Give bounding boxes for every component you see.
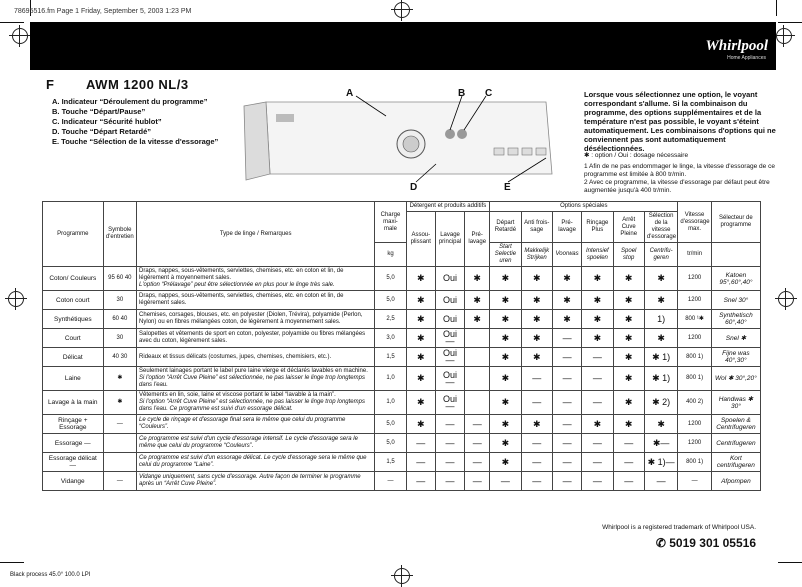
cell-option: ✱ <box>582 415 613 434</box>
cell-selecteur: Fijne was 40°,30° <box>711 348 760 367</box>
crop-mark <box>778 562 802 563</box>
part-number-text: 5019 301 05516 <box>669 536 756 550</box>
legend-item: D. Touche “Départ Retardé” <box>52 127 152 136</box>
cell-charge: 1,0 <box>375 391 406 415</box>
description-remark: L'option “Prélavage” peut être sélectionnée en plus pour le linge très sale. <box>139 282 335 288</box>
cell-vitesse: 400 2) <box>678 391 711 415</box>
col-header-symbole: Symbole d'entretien <box>103 202 136 267</box>
cell-option: ✱ <box>521 267 552 291</box>
cell-vitesse: 1200 <box>678 415 711 434</box>
callout-b: B <box>458 88 466 99</box>
description-remark: Si l'option “Arrêt Cuve Pleine” est sélectionnée, ne pas laisser le linge trop longtemps dans l'eau. <box>139 375 365 388</box>
cell-option: — <box>521 367 552 391</box>
cell-option: 1) <box>644 310 677 329</box>
cell-charge: 1,5 <box>375 453 406 472</box>
legend-item: C. Indicateur “Sécurité hublot” <box>52 117 162 126</box>
cell-option: — <box>552 348 581 367</box>
cell-option: ✱ <box>490 434 521 453</box>
cell-vitesse: 1200 <box>678 291 711 310</box>
registration-mark <box>8 291 24 307</box>
col-header-vitesse: Vitesse d'essorage max. <box>678 202 711 243</box>
part-number <box>656 536 756 550</box>
col-subheader: Intensief spoelen <box>582 243 613 267</box>
cell-programme: Lavage à la main <box>43 391 104 415</box>
crop-mark <box>0 22 24 23</box>
cell-symbol: 60 40 <box>103 310 136 329</box>
cell-option <box>465 367 490 391</box>
cell-option: ✱ 2) <box>644 391 677 415</box>
cell-programme: Essorage délicat — <box>43 453 104 472</box>
cell-symbol: 40 30 <box>103 348 136 367</box>
cell-option: — <box>465 453 490 472</box>
note-1: 1 Afin de ne pas endommager le linge, la vitesse d'essorage de ce programme est limitée à 800 tr/min. <box>584 163 775 178</box>
description-text: Draps, nappes, sous-vêtements, serviettes, chemises, etc. en coton et lin, de légèrement à moyennement sales. <box>139 268 344 281</box>
cell-option <box>465 391 490 415</box>
cell-option: ✱ <box>582 310 613 329</box>
description-text: Draps, nappes, sous-vêtements, serviettes, chemises, etc. en coton et lin, de légèrement sales. <box>139 293 344 306</box>
col-header-opt: Anti frois-sage <box>521 212 552 243</box>
cell-vitesse: 1200 <box>678 329 711 348</box>
cell-option: ✱— <box>644 434 677 453</box>
cell-symbol: 30 <box>103 291 136 310</box>
cell-option: — <box>613 453 644 472</box>
cell-vitesse: 800 1) <box>678 367 711 391</box>
cell-option: ✱ <box>406 291 435 310</box>
cell-option: — <box>582 453 613 472</box>
cell-programme: Court <box>43 329 104 348</box>
cell-symbol <box>103 434 136 453</box>
cell-option: ✱ <box>465 267 490 291</box>
cell-charge: 5,0 <box>375 415 406 434</box>
cell-option: ✱ <box>613 267 644 291</box>
col-header-programme: Programme <box>43 202 104 267</box>
cell-charge: 2,5 <box>375 310 406 329</box>
cell-option: ✱ <box>521 291 552 310</box>
cell-option: ✱ <box>406 329 435 348</box>
description-text: Vêtements en lin, soie, laine et viscose portant le label “lavable à la main”. <box>139 392 336 398</box>
col-header-opt: Sélection de la vitesse d'essorage <box>644 212 677 243</box>
description-text: Seulement lainages portant le label pure laine vierge et déclarés lavables en machine. <box>139 368 368 374</box>
cell-selecteur: Wol ✱ 30°,20° <box>711 367 760 391</box>
cell-option: — <box>613 434 644 453</box>
cell-programme: Vidange <box>43 472 104 491</box>
cell-symbol: 30 <box>103 329 136 348</box>
col-header-opt: Arrêt Cuve Pleine <box>613 212 644 243</box>
col-header-opt: Pré-lavage <box>552 212 581 243</box>
description-remark: Vidange uniquement, sans cycle d'essorage. Autre façon de terminer le programme après un “Arrêt Cuve Pleine”. <box>139 474 361 487</box>
cell-option: ✱ <box>613 348 644 367</box>
cell-option: ✱ 1) <box>644 348 677 367</box>
cell-option: — <box>406 453 435 472</box>
cell-programme: Synthétiques <box>43 310 104 329</box>
description-remark: Ce programme est suivi d'un cycle d'essorage intensif. Le cycle d'essorage sera le même que celui du programme “Couleurs”. <box>139 436 358 449</box>
registration-mark <box>394 2 410 18</box>
cell-selecteur: Centrifugeren <box>711 434 760 453</box>
crop-mark <box>0 562 24 563</box>
cell-option: ✱ <box>644 415 677 434</box>
cell-description <box>137 415 375 434</box>
col-subheader: Makkelijk Strijken <box>521 243 552 267</box>
col-header-det: Pré-lavage <box>465 212 490 267</box>
cell-description <box>137 472 375 491</box>
cell-option: ✱ <box>490 291 521 310</box>
crop-mark <box>776 0 777 16</box>
notes-text: Lorsque vous sélectionnez une option, le voyant correspondant s'allume. Si la combinaison du programme, des options supplémentaires et de la température n'est pas possible, le voyant s'éteint automatiquement. Les combinaisons d'options qui ne conviennent pas sont automatiquement désélectionnées. <box>584 90 776 153</box>
cell-option: ✱ <box>582 267 613 291</box>
cell-selecteur: Snel ✱ <box>711 329 760 348</box>
cell-option: ✱ <box>490 391 521 415</box>
table-row <box>43 267 761 291</box>
brand-subtitle: Home Appliances <box>727 55 766 61</box>
cell-option: — <box>582 472 613 491</box>
cell-option: — <box>582 391 613 415</box>
cell-symbol: ✱ <box>103 367 136 391</box>
registration-mark <box>12 28 28 44</box>
cell-charge: 1,0 <box>375 367 406 391</box>
cell-option: — <box>406 434 435 453</box>
registration-mark <box>776 28 792 44</box>
cell-option: — <box>435 453 464 472</box>
cell-description <box>137 267 375 291</box>
cell-symbol <box>103 453 136 472</box>
cell-vitesse: 1200 <box>678 434 711 453</box>
trademark-note: Whirlpool is a registered trademark of Whirlpool USA. <box>602 524 756 531</box>
table-row <box>43 415 761 434</box>
cell-programme: Essorage — <box>43 434 104 453</box>
cell-option: Oui <box>435 310 464 329</box>
cell-symbol: — <box>103 472 136 491</box>
cell-option: — <box>435 415 464 434</box>
cell-option: Oui — <box>435 367 464 391</box>
notes-footnotes <box>584 152 784 195</box>
model-title: AWM 1200 NL/3 <box>86 77 189 92</box>
cell-description <box>137 367 375 391</box>
cell-vitesse: 1200 <box>678 267 711 291</box>
description-remark: Le cycle de rinçage et d'essorage final sera le même que celui du programme “Couleurs”. <box>139 417 346 430</box>
cell-option: ✱ <box>613 310 644 329</box>
cell-option: ✱ <box>613 391 644 415</box>
cell-symbol: 95 60 40 <box>103 267 136 291</box>
registration-mark <box>778 291 794 307</box>
cell-option: ✱ <box>465 310 490 329</box>
cell-option: ✱ <box>490 453 521 472</box>
col-subheader: Voorwas <box>552 243 581 267</box>
cell-option: — <box>644 472 677 491</box>
cell-description <box>137 291 375 310</box>
cell-option: — <box>582 434 613 453</box>
cell-option: — <box>552 329 581 348</box>
col-header-detergent: Détergent et produits additifs <box>406 202 490 212</box>
print-header: 78695516.fm Page 1 Friday, September 5, 2003 1:23 PM <box>14 8 192 15</box>
cell-option: ✱ 1)— <box>644 453 677 472</box>
cell-programme: Délicat <box>43 348 104 367</box>
program-table <box>42 201 761 491</box>
note-key: ✱ : option / Oui : dosage nécessaire <box>584 152 689 159</box>
cell-programme: Laine <box>43 367 104 391</box>
legend-item: E. Touche “Sélection de la vitesse d'essorage” <box>52 137 219 146</box>
description-text: Salopettes et vêtements de sport en coton, polyester, polyamide ou fibres mélangées avec du coton, légèrement sales. <box>139 331 366 344</box>
cell-option: ✱ <box>613 367 644 391</box>
cell-option: ✱ <box>582 291 613 310</box>
cell-option: — <box>582 348 613 367</box>
col-subheader: Start Selectie uren <box>490 243 521 267</box>
cell-option: — <box>465 434 490 453</box>
cell-description <box>137 348 375 367</box>
registration-mark <box>394 568 410 584</box>
table-row <box>43 367 761 391</box>
print-footer: Black process 45.0° 100.0 LPI <box>10 572 91 578</box>
cell-programme: Coton/ Couleurs <box>43 267 104 291</box>
cell-option: ✱ <box>552 310 581 329</box>
cell-option: — <box>552 453 581 472</box>
col-header-kg: kg <box>375 243 406 267</box>
callout-a: A <box>346 88 354 99</box>
cell-option: ✱ <box>613 291 644 310</box>
cell-option: ✱ <box>406 391 435 415</box>
cell-option: ✱ <box>644 329 677 348</box>
cell-option: — <box>582 367 613 391</box>
cell-option: — <box>465 472 490 491</box>
cell-charge: 5,0 <box>375 434 406 453</box>
cell-vitesse: 800 ¹✱ <box>678 310 711 329</box>
description-text: Rideaux et tissus délicats (costumes, jupes, chemises, chemisiers, etc.). <box>139 353 332 360</box>
cell-option: — <box>613 472 644 491</box>
cell-option: ✱ <box>490 310 521 329</box>
cell-charge: 3,0 <box>375 329 406 348</box>
cell-option: — <box>521 391 552 415</box>
col-subheader: Spoel stop <box>613 243 644 267</box>
cell-option: — <box>552 391 581 415</box>
control-panel-drawing <box>236 92 558 184</box>
table-header-row <box>43 202 761 212</box>
cell-option: — <box>435 434 464 453</box>
cell-option: ✱ <box>644 291 677 310</box>
cell-option: — <box>435 472 464 491</box>
cell-option: — <box>490 472 521 491</box>
col-header-det: Lavage principal <box>435 212 464 267</box>
cell-option: — <box>552 415 581 434</box>
cell-selecteur: Snel 30° <box>711 291 760 310</box>
cell-option: ✱ <box>552 291 581 310</box>
cell-charge: 5,0 <box>375 267 406 291</box>
cell-option: ✱ <box>644 267 677 291</box>
cell-option: Oui — <box>435 348 464 367</box>
cell-selecteur: Kort centrifugeren <box>711 453 760 472</box>
callout-c: C <box>485 88 493 99</box>
cell-option: — <box>521 453 552 472</box>
language-code: F <box>46 77 54 92</box>
cell-option: ✱ <box>490 267 521 291</box>
cell-option: — <box>521 434 552 453</box>
header-band <box>30 22 776 70</box>
program-table-body <box>43 267 761 491</box>
cell-selecteur: Afpompen <box>711 472 760 491</box>
cell-option: ✱ <box>406 348 435 367</box>
col-subheader: Centrifu-geren <box>644 243 677 267</box>
cell-option: — <box>552 472 581 491</box>
cell-option: ✱ <box>465 291 490 310</box>
cell-vitesse: 800 1) <box>678 453 711 472</box>
cell-option: ✱ <box>613 415 644 434</box>
legend-item: B. Touche “Départ/Pause” <box>52 107 146 116</box>
table-row <box>43 291 761 310</box>
cell-option: ✱ <box>406 267 435 291</box>
cell-option: Oui <box>435 267 464 291</box>
cell-option: ✱ <box>406 310 435 329</box>
cell-option: — <box>465 415 490 434</box>
cell-selecteur: Katoen 95°,60°,40° <box>711 267 760 291</box>
cell-option <box>465 329 490 348</box>
col-header-charge: Charge maxi-male <box>375 202 406 243</box>
cell-charge: 5,0 <box>375 291 406 310</box>
table-row <box>43 391 761 415</box>
cell-option: ✱ <box>490 415 521 434</box>
table-row <box>43 434 761 453</box>
cell-selecteur: Handwas ✱ 30° <box>711 391 760 415</box>
cell-option: — <box>552 434 581 453</box>
col-header-selecteur: Sélecteur de programme <box>711 202 760 243</box>
cell-symbol: — <box>103 415 136 434</box>
col-header-trmin: tr/min <box>678 243 711 267</box>
cell-programme: Rinçage + Essorage <box>43 415 104 434</box>
cell-option: Oui — <box>435 391 464 415</box>
col-header-type: Type de linge / Remarques <box>137 202 375 267</box>
cell-description <box>137 453 375 472</box>
cell-option: ✱ <box>521 415 552 434</box>
callout-e: E <box>504 182 511 193</box>
col-header-options: Options spéciales <box>490 202 678 212</box>
col-header-opt: Départ Retardé <box>490 212 521 243</box>
crop-mark <box>778 22 802 23</box>
table-row <box>43 329 761 348</box>
cell-option: ✱ <box>490 329 521 348</box>
cell-option: ✱ <box>613 329 644 348</box>
cell-selecteur: Synthetisch 60°,40° <box>711 310 760 329</box>
cell-vitesse: 800 1) <box>678 348 711 367</box>
description-remark: Si l'option “Arrêt Cuve Pleine” est sélectionnée, ne pas laisser le linge trop longtemps dans l'eau. Ce programme est suivi d'un essorage délicat. <box>139 399 365 412</box>
cell-option: — <box>521 472 552 491</box>
table-row <box>43 310 761 329</box>
cell-option: Oui — <box>435 329 464 348</box>
description-remark: Ce programme est suivi d'un essorage délicat. Le cycle d'essorage sera le même que celui du programme “Laine”. <box>139 455 367 468</box>
control-panel-illustration <box>236 88 558 193</box>
legend-item: A. Indicateur “Déroulement du programme” <box>52 97 208 106</box>
table-row <box>43 453 761 472</box>
cell-option: ✱ <box>490 348 521 367</box>
cell-option: ✱ <box>582 329 613 348</box>
cell-programme: Coton court <box>43 291 104 310</box>
cell-description <box>137 391 375 415</box>
description-text: Chemises, corsages, blouses, etc. en polyester (Diolen, Trévira), polyamide (Perlon, Nylon) ou en fibres mélangées coton, de légèrement à moyennement sales. <box>139 312 363 325</box>
col-header-empty <box>711 243 760 267</box>
cell-option: Oui <box>435 291 464 310</box>
col-header-opt: Rinçage Plus <box>582 212 613 243</box>
cell-option <box>465 348 490 367</box>
brand-logo: Whirlpool <box>705 38 768 54</box>
cell-option: — <box>406 472 435 491</box>
col-header-det: Assou-plissant <box>406 212 435 267</box>
cell-description <box>137 329 375 348</box>
cell-description <box>137 434 375 453</box>
cell-charge: 1,5 <box>375 348 406 367</box>
cell-option: ✱ <box>521 329 552 348</box>
table-row <box>43 472 761 491</box>
callout-d: D <box>410 182 418 193</box>
table-row <box>43 348 761 367</box>
cell-option: ✱ <box>406 367 435 391</box>
note-2: 2 Avec ce programme, la vitesse d'essorage par défaut peut être augmentée jusqu'à 400 tr/min. <box>584 179 770 194</box>
cell-option: ✱ <box>521 348 552 367</box>
cell-option: — <box>552 367 581 391</box>
cell-description <box>137 310 375 329</box>
phone-icon: ✆ <box>655 536 666 550</box>
cell-option: ✱ <box>552 267 581 291</box>
cell-selecteur: Spoelen & Centrifugeren <box>711 415 760 434</box>
cell-vitesse: — <box>678 472 711 491</box>
cell-option: ✱ <box>490 367 521 391</box>
cell-charge: — <box>375 472 406 491</box>
cell-symbol: ✱ <box>103 391 136 415</box>
cell-option: ✱ <box>406 415 435 434</box>
cell-option: ✱ <box>521 310 552 329</box>
cell-option: ✱ 1) <box>644 367 677 391</box>
